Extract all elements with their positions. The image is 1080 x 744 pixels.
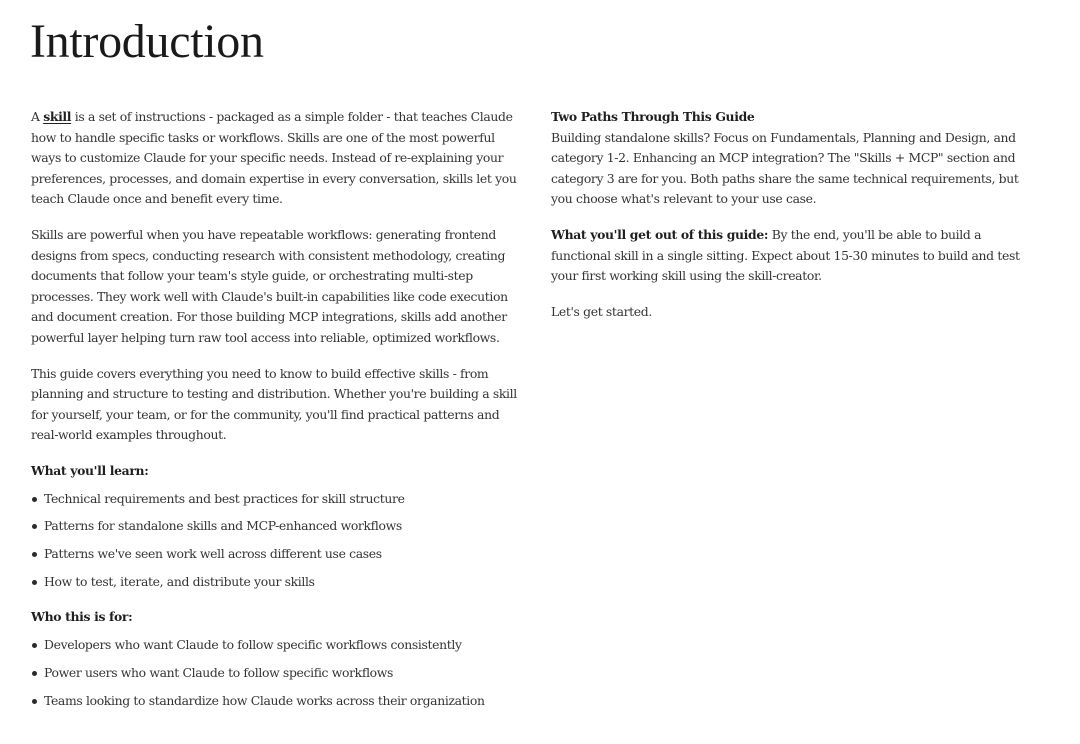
list-item-text: Power users who want Claude to follow specific workflows bbox=[44, 664, 394, 680]
list-item bbox=[31, 663, 521, 684]
list-item bbox=[31, 516, 521, 537]
learn-heading: What you'll learn: bbox=[31, 462, 149, 478]
intro-paragraph bbox=[31, 107, 521, 210]
right-column bbox=[551, 107, 1041, 337]
closing-paragraph: Let's get started. bbox=[551, 303, 652, 319]
skill-term: skill bbox=[43, 109, 72, 124]
bullet-icon bbox=[32, 580, 37, 585]
outcome-paragraph bbox=[551, 225, 1041, 287]
intro-lead: A bbox=[31, 109, 40, 124]
list-item bbox=[31, 635, 521, 656]
list-item bbox=[31, 489, 521, 510]
list-item-text: How to test, iterate, and distribute your skills bbox=[44, 574, 315, 590]
outcome-lead: What you'll get out of this guide: bbox=[551, 226, 769, 242]
list-item bbox=[31, 691, 521, 712]
list-item-text: Teams looking to standardize how Claude works across their organization bbox=[44, 692, 485, 708]
list-item bbox=[31, 572, 521, 593]
bullet-icon bbox=[32, 552, 37, 557]
bullet-icon bbox=[32, 671, 37, 676]
outcome-body: By the end, you'll be able to build a functional skill in a single sitting. Expect about 15-30 minutes to build and test your first working skill using the skill-creator. bbox=[551, 226, 1020, 284]
list-item-text: Patterns for standalone skills and MCP-enhanced workflows bbox=[44, 518, 402, 534]
intro-rest: is a set of instructions - packaged as a simple folder - that teaches Claude how to handle specific tasks or workflows. Skills are one of the most powerful ways to customize Claude for your specific needs. Instead of re-explaining your preferences, processes, and domain expertise in every conversation, skills let you teach Claude once and benefit every time. bbox=[31, 109, 517, 207]
bullet-icon bbox=[32, 524, 37, 529]
guide-scope-paragraph: This guide covers everything you need to know to build effective skills - from planning and structure to testing and distribution. Whether you're building a skill for yourself, your team, or for the community, you'll find practical patterns and real-world examples throughout. bbox=[31, 365, 517, 443]
audience-heading: Who this is for: bbox=[31, 609, 133, 625]
list-item-text: Technical requirements and best practices for skill structure bbox=[44, 490, 405, 506]
audience-list bbox=[31, 635, 521, 712]
list-item-text: Patterns we've seen work well across different use cases bbox=[44, 546, 382, 562]
bullet-icon bbox=[32, 699, 37, 704]
bullet-icon bbox=[32, 497, 37, 502]
list-item bbox=[31, 544, 521, 565]
page-title: Introduction bbox=[30, 15, 264, 68]
workflows-paragraph: Skills are powerful when you have repeatable workflows: generating frontend designs from specs, conducting research with consistent methodology, creating documents that follow your team's style guide, or orchestrating multi-step processes. They work well with Claude's built-in capabilities like code execution and document creation. For those building MCP integrations, skills add another powerful layer helping turn raw tool access into reliable, optimized workflows. bbox=[31, 226, 508, 345]
paths-heading: Two Paths Through This Guide bbox=[551, 109, 755, 124]
left-column bbox=[31, 107, 521, 725]
bullet-icon bbox=[32, 643, 37, 648]
paths-paragraph bbox=[551, 107, 1041, 210]
list-item-text: Developers who want Claude to follow specific workflows consistently bbox=[44, 636, 462, 652]
paths-body: Building standalone skills? Focus on Fundamentals, Planning and Design, and category 1-2. Enhancing an MCP integration? The "Skills + MCP" section and category 3 are for you. Both paths share the same technical requirements, but you choose what's relevant to your use case. bbox=[551, 129, 1019, 207]
learn-list bbox=[31, 489, 521, 594]
